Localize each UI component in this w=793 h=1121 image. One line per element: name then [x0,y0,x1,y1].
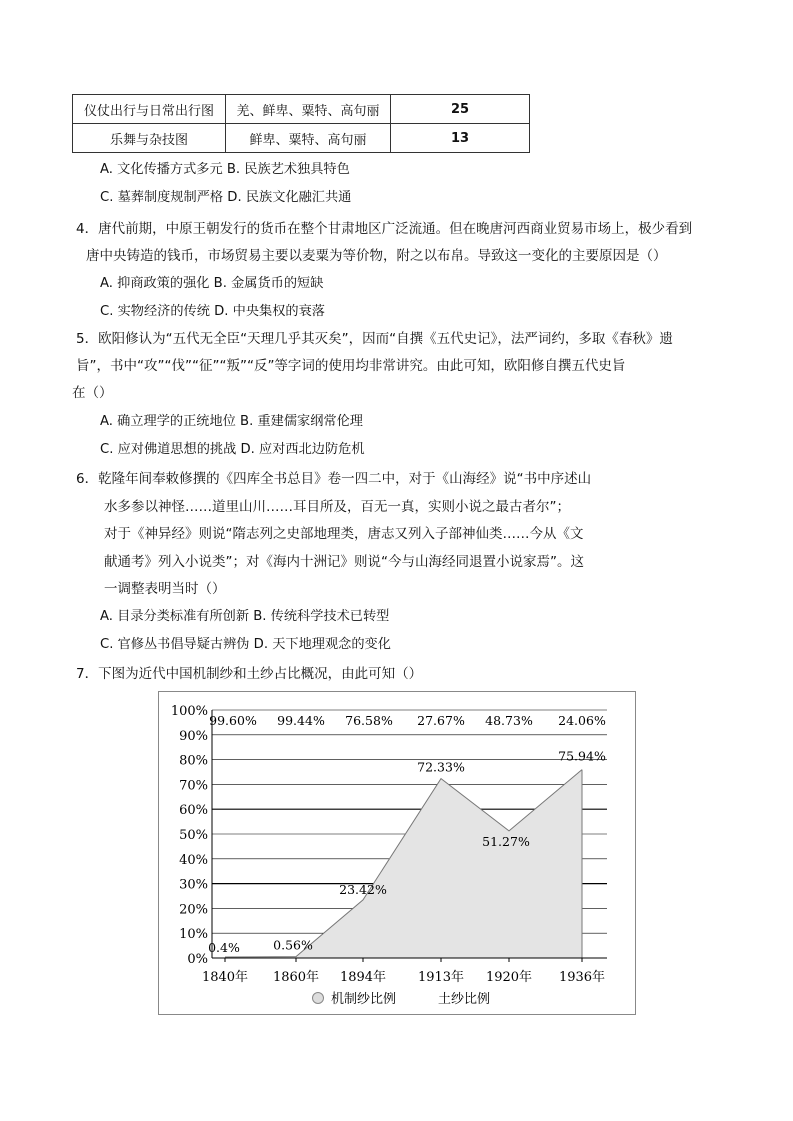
q5-stem-line2: 旨”，书中“攻”“伐”“征”“叛”“反”等字词的使用均非常讲究。由此可知，欧阳修自撰五代史旨 [76,358,626,374]
table-cell: 仪仗出行与日常出行图 [73,95,226,124]
table-cell: 25 [391,95,530,124]
table-row [73,124,530,153]
x-tick-label: 1860年 [272,970,320,985]
x-tick-label: 1913年 [417,970,465,985]
y-tick-label: 60% [179,803,208,819]
q5-stem-line1: 5．欧阳修认为“五代无全臣“天理几乎其灭矣”，因而“自撰《五代史记》，法严词约，多取《春秋》遗 [76,331,673,347]
q7-stem: 7．下图为近代中国机制纱和土纱占比概况，由此可知（） [76,666,423,682]
machine-yarn-data-label: 0.56% [273,937,313,953]
x-tick-label: 1840年 [201,970,249,985]
x-tick-label: 1894年 [339,970,387,985]
hand-yarn-data-label: 99.44% [277,713,325,728]
hand-yarn-data-label: 76.58% [345,713,393,728]
y-tick-label: 30% [179,877,208,893]
y-tick-label: 100% [170,704,208,719]
y-tick-label: 50% [179,828,208,843]
x-tick-label: 1936年 [558,970,606,985]
table-cell: 羌、鲜卑、粟特、高句丽 [226,95,391,124]
table-cell: 鲜卑、粟特、高句丽 [226,124,391,153]
q6-stem-line3: 对于《神异经》则说“隋志列之史部地理类，唐志又列入子部神仙类……今从《文 [104,526,584,542]
q6-stem-line1: 6．乾隆年间奉敕修撰的《四库全书总目》卷一四二中，对于《山海经》说“书中序述山 [76,471,592,487]
table-cell: 13 [391,124,530,153]
legend-label-machine-yarn: 机制纱比例 [331,992,397,1007]
legend-marker-machine-yarn [313,993,324,1004]
machine-yarn-data-label: 51.27% [482,833,530,849]
hand-yarn-data-label: 48.73% [485,713,533,728]
q4-option-cd: C. 实物经济的传统 D. 中央集权的衰落 [100,304,325,319]
q6-stem-line5: 一调整表明当时（） [104,581,226,597]
q4-stem-line1: 4．唐代前期，中原王朝发行的货币在整个甘肃地区广泛流通。但在晚唐河西商业贸易市场上，极少看到 [76,221,693,237]
q5-option-cd: C. 应对佛道思想的挑战 D. 应对西北边防危机 [100,442,365,457]
q4-option-ab: A. 抑商政策的强化 B. 金属货币的短缺 [100,276,324,291]
x-tick-label: 1920年 [485,970,533,985]
q5-option-ab: A. 确立理学的正统地位 B. 重建儒家纲常伦理 [100,414,363,429]
y-tick-label: 40% [179,852,208,868]
machine-yarn-data-label: 72.33% [417,759,465,775]
yarn-share-chart [158,691,636,1015]
q4-stem-line2: 唐中央铸造的钱币，市场贸易主要以麦粟为等价物，附之以布帛。导致这一变化的主要原因是（） [86,248,667,264]
machine-yarn-data-label: 23.42% [339,881,387,897]
q3-option-cd: C. 墓葬制度规制严格 D. 民族文化融汇共通 [100,190,352,205]
y-tick-label: 20% [179,902,208,918]
y-tick-label: 80% [179,753,208,769]
machine-yarn-area [225,770,582,958]
legend-label-hand-yarn: 土纱比例 [438,992,491,1007]
chart-svg [159,692,635,1014]
q6-stem-line4: 献通考》列入小说类”；对《海内十洲记》则说“今与山海经同退置小说家焉”。这 [104,554,584,570]
q6-option-cd: C. 官修丛书倡导疑古辨伪 D. 天下地理观念的变化 [100,637,391,652]
hand-yarn-data-label: 24.06% [558,713,606,728]
y-tick-label: 0% [187,952,208,967]
table-cell: 乐舞与杂技图 [73,124,226,153]
y-tick-label: 90% [179,728,208,744]
data-table [72,94,530,153]
q3-option-ab: A. 文化传播方式多元 B. 民族艺术独具特色 [100,162,350,177]
y-tick-label: 10% [179,927,208,943]
y-tick-label: 70% [179,778,208,794]
table-row [73,95,530,124]
q6-option-ab: A. 目录分类标准有所创新 B. 传统科学技术已转型 [100,609,390,624]
hand-yarn-data-label: 27.67% [417,713,465,728]
machine-yarn-data-label: 0.4% [208,940,240,956]
hand-yarn-data-label: 99.60% [209,713,257,728]
q5-stem-line3: 在（） [72,385,113,401]
q6-stem-line2: 水多参以神怪……道里山川……耳目所及，百无一真，实则小说之最古者尔”； [104,499,570,515]
machine-yarn-data-label: 75.94% [558,748,606,764]
